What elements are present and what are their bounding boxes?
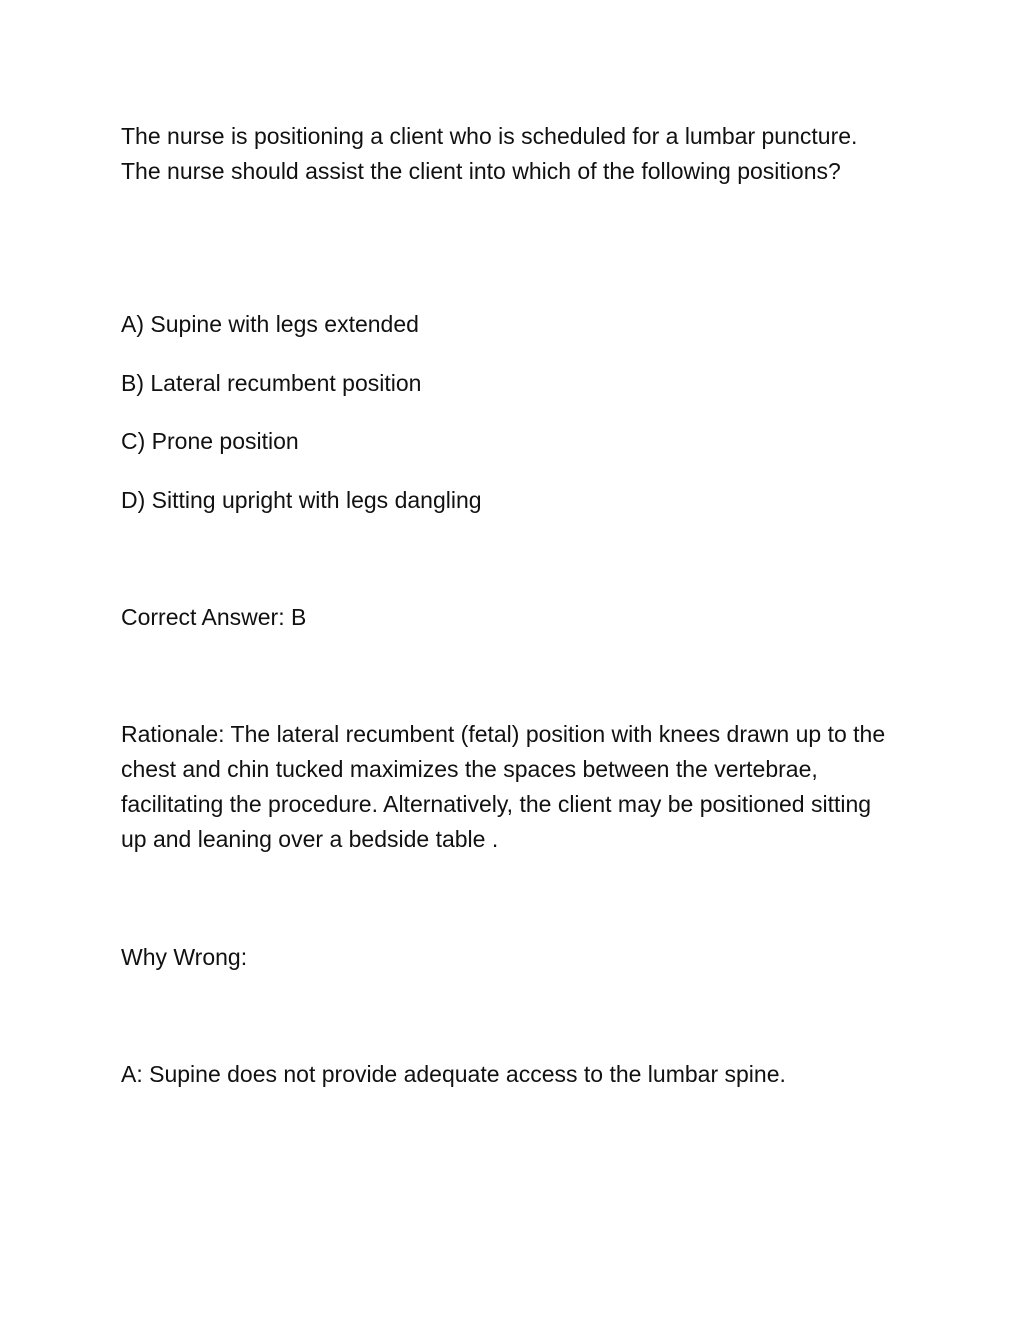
rationale-text: Rationale: The lateral recumbent (fetal) position with knees drawn up to the chest and chin tucked maximizes the spaces between the vertebrae, facilitating the procedure. Alternatively, the client may be positioned sitting up and leaning over a bedside table . <box>121 721 886 852</box>
option-b: B) Lateral recumbent position <box>121 370 422 396</box>
why-wrong-heading: Why Wrong: <box>121 944 248 970</box>
question-text: The nurse is positioning a client who is scheduled for a lumbar puncture. The nurse should assist the client into which of the following positions? <box>121 123 858 184</box>
option-d: D) Sitting upright with legs dangling <box>121 487 482 513</box>
option-c: C) Prone position <box>121 428 299 454</box>
option-a: A) Supine with legs extended <box>121 311 419 337</box>
correct-answer: Correct Answer: B <box>121 604 307 630</box>
why-wrong-item-a: A: Supine does not provide adequate access to the lumbar spine. <box>121 1061 786 1087</box>
